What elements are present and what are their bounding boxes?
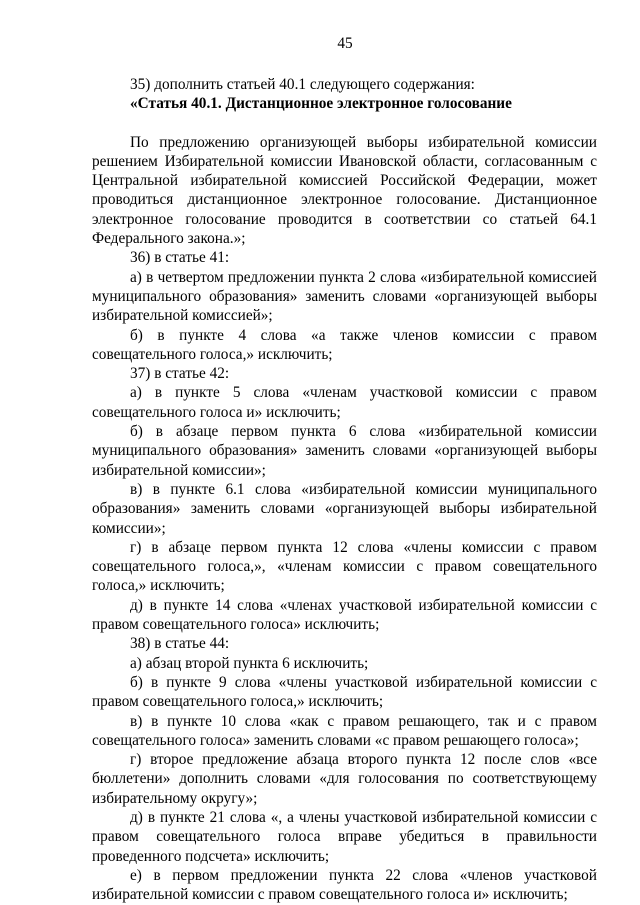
subitem-36-b: б) в пункте 4 слова «а также членов комиссии с правом совещательного голоса,» исключить;	[92, 326, 597, 363]
amendment-item-38: 38) в статье 44:	[130, 635, 230, 653]
subitem-37-a: а) в пункте 5 слова «членам участковой комиссии с правом совещательного голоса и» исключить;	[92, 384, 597, 421]
amendment-item-35: 35) дополнить статьей 40.1 следующего содержания:	[130, 76, 475, 93]
amendment-item-36: 36) в статье 41:	[130, 249, 230, 267]
subitem-38-b: б) в пункте 9 слова «члены участковой избирательной комиссии с правом совещательного голоса,» исключить;	[92, 673, 597, 711]
article-body: По предложению организующей выборы избирательной комиссии решением Избирательной комиссии Ивановской области, согласованным с Центральной избирательной комиссией Российской Федерации, может проводиться дистанционное электронное голосование. Дистанционное электронное голосование проводится в соответствии со статьей 64.1 Федерального закона.»;	[92, 133, 597, 248]
subitem-38-v: в) в пункте 10 слова «как с правом решающего, так и с правом совещательного голоса» заменить словами «с правом решающего голоса»;	[92, 712, 597, 749]
subitem-38-e: е) в первом предложении пункта 22 слова «членов участковой избирательной комиссии с правом совещательного голоса и» исключить;	[92, 866, 597, 904]
subitem-38-a: а) абзац второй пункта 6 исключить;	[130, 654, 369, 672]
subitem-38-g: г) второе предложение абзаца второго пункта 12 после слов «все бюллетени» дополнить словами «для голосования по соответствующему избирательному округу»;	[92, 751, 597, 807]
subitem-37-d: д) в пункте 14 слова «членах участковой избирательной комиссии с правом совещательного голоса» исключить;	[92, 596, 597, 634]
document-body	[92, 75, 597, 904]
subitem-37-b: б) в абзаце первом пункта 6 слова «избирательной комиссии муниципального образования» заменить словами «организующей выборы избирательной комиссии»;	[92, 423, 597, 479]
amendment-item-37: 37) в статье 42:	[130, 365, 230, 383]
subitem-36-a: а) в четвертом предложении пункта 2 слова «избирательной комиссией муниципального образования» заменить словами «организующей выборы избирательной комиссией»;	[92, 268, 597, 325]
subitem-38-d: д) в пункте 21 слова «, а члены участковой избирательной комиссии с правом совещательного голоса вправе убедиться в правильности проведенного подсчета» исключить;	[92, 808, 597, 865]
article-title: «Статья 40.1. Дистанционное электронное голосование	[130, 95, 512, 113]
subitem-37-v: в) в пункте 6.1 слова «избирательной комиссии муниципального образования» заменить словами «организующей выборы избирательной комиссии»;	[92, 480, 597, 537]
subitem-37-g: г) в абзаце первом пункта 12 слова «члены комиссии с правом совещательного голоса,», «членам комиссии с правом совещательного голоса,» исключить;	[92, 538, 597, 595]
page-number: 45	[337, 35, 353, 52]
